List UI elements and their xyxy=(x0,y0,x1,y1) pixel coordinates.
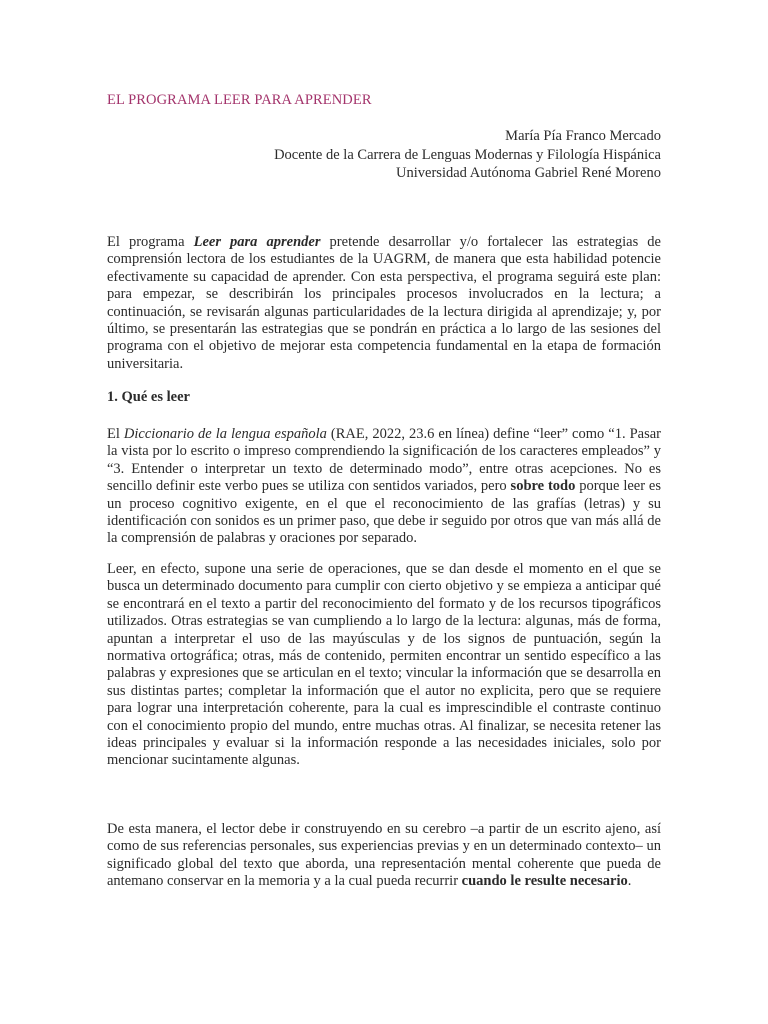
s1p1-text-2: (RAE, 2022, 23.6 en línea) define “leer” como “1. Pasar la vista por lo escrito o impreso comprendiendo la significación de los caracteres empleados” y “3. Entender o interpretar un texto de determinado modo”, entre otras acepciones. No es sencillo definir este verbo pues se utiliza con sentidos variados, pero xyxy=(107,426,662,495)
emphasis-sobre-todo: sobre todo xyxy=(510,478,576,495)
section-paragraph-2: Leer, en efecto, supone una serie de operaciones, que se dan desde el momento en el que se busca un determinado documento para cumplir con cierto objetivo y se empieza a anticipar qué se encontrará en el texto a partir del reconocimiento del formato y de los recursos tipográficos utilizados. Otras estrategias se van cumpliendo a lo largo de la lectura: algunas, más de forma, apuntan a interpretar el uso de las mayúsculas y de los signos de puntuación, según la normativa ortográfica; otras, más de contenido, permiten encontrar un sentido específico a las palabras y expresiones que se articulan en el texto; vincular la información que se desarrolla en sus distintas partes; completar la información que el autor no explicita, pero que se requiere para lograr una interpretación coherente, para la cual es imprescindible el contraste continuo con el conocimiento propio del mundo, entre muchas otras. Al finalizar, se necesita retener las ideas principales y evaluar si la información responde a las necesidades iniciales, solo por mencionar sucintamente algunas. xyxy=(107,561,661,769)
section-heading: 1. Qué es leer xyxy=(107,389,190,405)
program-name-emphasis: Leer para aprender xyxy=(193,234,321,250)
document-title: EL PROGRAMA LEER PARA APRENDER xyxy=(107,92,372,108)
author-name: María Pía Franco Mercado xyxy=(505,128,661,144)
author-role: Docente de la Carrera de Lenguas Modernas y Filología Hispánica xyxy=(274,146,661,163)
s1p1-text-3: porque leer es un proceso cognitivo exigente, en el que el reconocimiento de las grafías (letras) y su identificación con sonidos es un primer paso, que debe ir seguido por otros que van más allá de la comprensión de palabras y oraciones por separado. xyxy=(107,478,661,547)
author-block xyxy=(274,127,661,183)
intro-text-2: pretende desarrollar y/o fortalecer las estrategias de comprensión lectora de los estudiantes de la UAGRM, de manera que esta habilidad potencie efectivamente su capacidad de aprender. Con esta perspectiva, el programa seguirá este plan: para empezar, se describirán los principales procesos involucrados en la lectura; a continuación, se revisarán algunas particularidades de la lectura dirigida al aprendizaje; y, por último, se presentarán las estrategias que se pondrán en práctica a lo largo de las sesiones del programa con el objetivo de mejorar esta competencia fundamental en la etapa de formación universitaria. xyxy=(107,234,661,372)
intro-text-1: El programa xyxy=(107,234,194,250)
s1p3-text-1: De esta manera, el lector debe ir construyendo en su cerebro –a partir de un escrito ajeno, así como de sus referencias personales, sus experiencias previas y en un determinado contexto– un significado global del texto que aborda, una representación mental coherente que pueda de antemano conservar en la memoria y a la cual pueda recurrir xyxy=(107,821,661,890)
s1p3-text-2: . xyxy=(627,873,632,890)
dictionary-title: Diccionario de la lengua española xyxy=(123,426,327,442)
emphasis-cuando-necesario: cuando le resulte necesario xyxy=(461,873,628,890)
author-institution: Universidad Autónoma Gabriel René Moreno xyxy=(396,165,661,181)
section-paragraph-1 xyxy=(107,426,661,548)
intro-paragraph xyxy=(107,234,661,373)
section-paragraph-3 xyxy=(107,821,661,891)
s1p1-text-1: El xyxy=(107,426,124,442)
